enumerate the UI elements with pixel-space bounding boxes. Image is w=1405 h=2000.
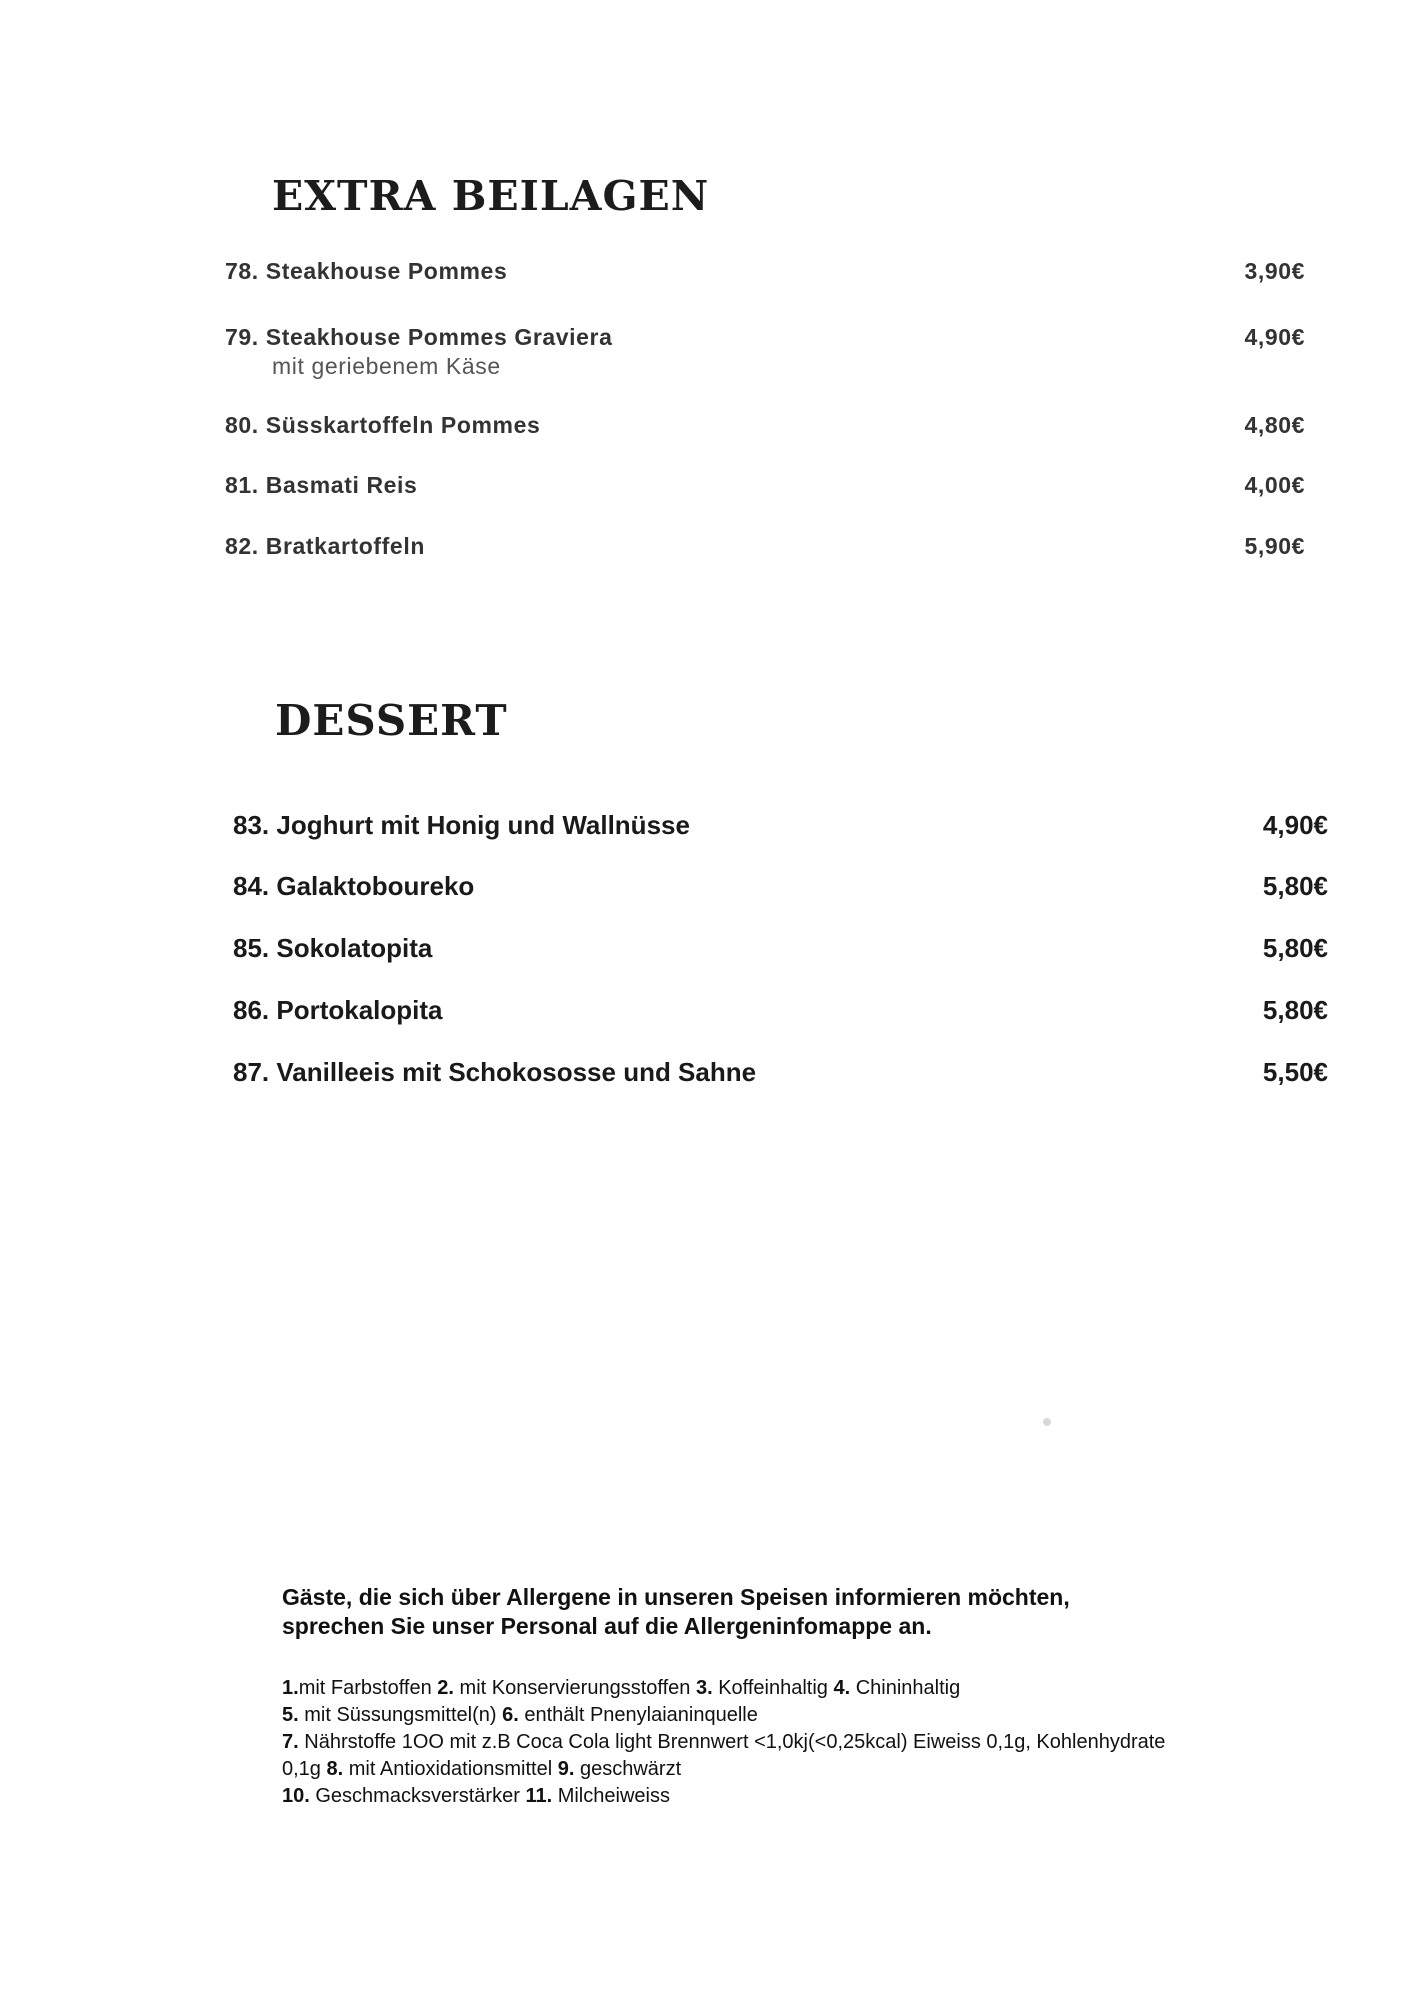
additive-number: 5. [282, 1704, 299, 1726]
additive-text: mit Süssungsmittel(n) [304, 1704, 497, 1726]
additive-text: geschwärzt [579, 1758, 682, 1780]
allergen-notice-line-1: Gäste, die sich über Allergene in unseren Speisen informieren möchten, [282, 1584, 1070, 1610]
additive-text: enthält Pnenylaianinquelle [524, 1704, 758, 1726]
menu-item-price: 4,90€ [1262, 810, 1328, 840]
menu-item-name: 78. Steakhouse Pommes [225, 258, 508, 284]
menu-item [233, 1057, 1328, 1119]
menu-item [225, 472, 1305, 533]
additive-number: 8. [326, 1758, 344, 1780]
additive-number: 10. [282, 1785, 310, 1807]
section-title-dessert: DESSERT [275, 696, 508, 745]
allergen-notice [282, 1583, 1182, 1641]
menu-item-name: 83. Joghurt mit Honig und Wallnüsse [233, 810, 690, 840]
menu-item [233, 810, 1328, 871]
scan-speck-dot [1043, 1418, 1051, 1426]
additive-text: Nährstoffe 1OO mit z.B Coca Cola light Brennwert <1,0kj(<0,25kcal) Eiweiss 0,1g, Kohlenhydrate 0,1g [282, 1731, 1166, 1780]
additive-text: mit Antioxidationsmittel [348, 1758, 553, 1780]
additive-number: 9. [557, 1758, 575, 1780]
additive-text: Geschmacksverstärker [315, 1785, 520, 1807]
menu-item-price: 4,00€ [1244, 472, 1305, 498]
allergen-notice-line-2: sprechen Sie unser Personal auf die Allergeninfomappe an. [282, 1613, 932, 1639]
extra-beilagen-list [225, 258, 1305, 593]
additive-text: mit Konservierungsstoffen [459, 1677, 691, 1699]
additives-legend [282, 1675, 1202, 1810]
menu-item-name: 87. Vanilleeis mit Schokososse und Sahne [233, 1057, 757, 1087]
additive-number: 4. [833, 1677, 851, 1699]
menu-item [233, 995, 1328, 1057]
menu-item [225, 324, 1305, 412]
menu-item-name: 81. Basmati Reis [225, 472, 418, 498]
menu-item-price: 4,80€ [1244, 412, 1305, 438]
menu-item-name: 85. Sokolatopita [233, 933, 433, 963]
menu-item [233, 933, 1328, 995]
additive-text: mit Farbstoffen [298, 1677, 432, 1699]
menu-item-price: 5,80€ [1262, 871, 1328, 901]
additive-text: Milcheiweiss [557, 1785, 670, 1807]
menu-item-price: 5,50€ [1262, 1057, 1328, 1087]
additive-number: 2. [437, 1677, 454, 1699]
menu-item-price: 5,80€ [1262, 933, 1328, 963]
menu-item [225, 258, 1305, 324]
menu-item-price: 4,90€ [1244, 324, 1305, 350]
menu-item-name: 79. Steakhouse Pommes Graviera [225, 324, 613, 350]
menu-item [225, 412, 1305, 472]
menu-item-name: 80. Süsskartoffeln Pommes [225, 412, 541, 438]
additive-number: 6. [502, 1704, 519, 1726]
menu-item-name: 82. Bratkartoffeln [225, 533, 425, 559]
additive-number: 1. [282, 1677, 299, 1699]
additive-number: 11. [525, 1785, 553, 1807]
menu-item-price: 5,80€ [1262, 995, 1328, 1025]
menu-item-name: 86. Portokalopita [233, 995, 443, 1025]
additive-number: 7. [282, 1731, 299, 1753]
menu-item [225, 533, 1305, 593]
menu-item-price: 5,90€ [1244, 533, 1305, 559]
menu-item-price: 3,90€ [1244, 258, 1305, 284]
menu-item-description: mit geriebenem Käse [272, 353, 501, 379]
menu-item-name: 84. Galaktoboureko [233, 871, 475, 901]
dessert-list [233, 810, 1328, 1119]
section-title-extra-beilagen: EXTRA BEILAGEN [272, 172, 710, 220]
additive-text: Chininhaltig [855, 1677, 961, 1699]
menu-item [233, 871, 1328, 933]
additive-text: Koffeinhaltig [718, 1677, 828, 1699]
additive-number: 3. [695, 1677, 713, 1699]
